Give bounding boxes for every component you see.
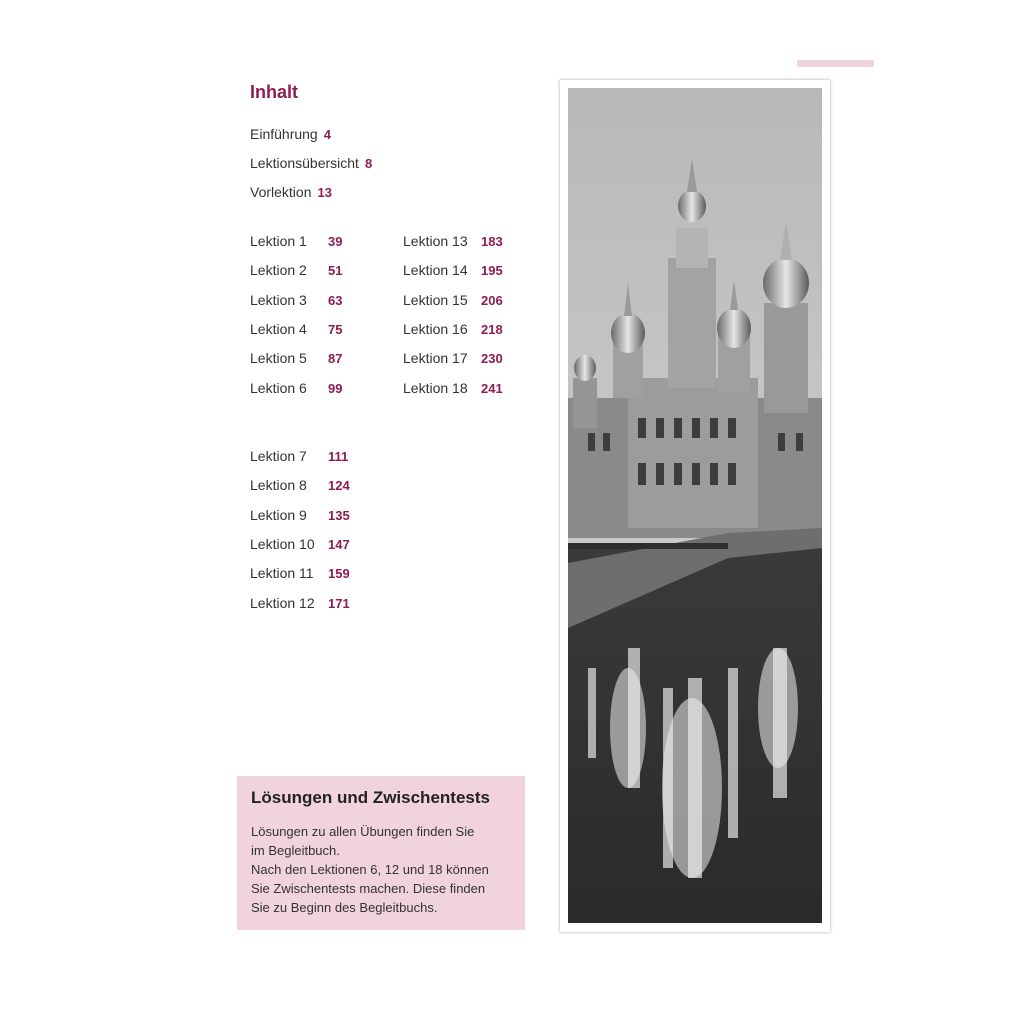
page-title: Inhalt: [250, 82, 298, 102]
toc-entry-lektion-5[interactable]: [250, 350, 342, 366]
toc-entry-lektion-12[interactable]: [250, 595, 350, 611]
info-box-line: Sie Zwischentests machen. Diese finden: [251, 881, 486, 896]
info-box-line: Sie zu Beginn des Begleitbuchs.: [251, 900, 438, 915]
toc-entry-lektion-14[interactable]: [403, 262, 503, 278]
toc-entry-label: Lektion 8: [250, 477, 307, 493]
toc-entry-lektion-1[interactable]: [250, 233, 342, 249]
toc-entry-page: 39: [328, 234, 343, 249]
toc-entry-label: Lektionsübersicht: [250, 155, 359, 171]
toc-entry-lektion-4[interactable]: [250, 321, 342, 337]
toc-entry-label: Lektion 16: [403, 321, 468, 337]
info-box-heading: Lösungen und Zwischentests: [251, 788, 490, 807]
toc-entry-page: 63: [328, 293, 343, 308]
toc-entry-label: Lektion 9: [250, 507, 307, 523]
toc-entry-label: Lektion 2: [250, 262, 307, 278]
toc-entry-label: Lektion 11: [250, 565, 314, 581]
toc-entry-page: 147: [328, 537, 350, 552]
info-box-line: Nach den Lektionen 6, 12 und 18 können: [251, 862, 489, 877]
toc-entry-lektion-16[interactable]: [403, 321, 503, 337]
toc-entry-label: Vorlektion: [250, 184, 312, 200]
decorative-accent-bar: [797, 60, 874, 67]
toc-entry-label: Lektion 13: [403, 233, 468, 249]
toc-entry-lektion-15[interactable]: [403, 292, 503, 308]
toc-entry-page: 206: [481, 293, 503, 308]
toc-entry-page: 111: [328, 449, 349, 464]
toc-entry-lektion-11[interactable]: [250, 565, 350, 581]
toc-entry-lektion-9[interactable]: [250, 507, 350, 523]
toc-entry-lektion-18[interactable]: [403, 380, 503, 396]
toc-entry-page: 51: [328, 263, 343, 278]
toc-entry-page: 241: [481, 381, 503, 396]
toc-entry-page: 171: [328, 596, 350, 611]
toc-entry-page: 99: [328, 381, 343, 396]
toc-entry-page: 4: [323, 127, 331, 142]
info-box-line: im Begleitbuch.: [251, 843, 340, 858]
cathedral-photo-image: [568, 88, 822, 923]
toc-entry-label: Lektion 18: [403, 380, 468, 396]
toc-entry-page: 124: [328, 478, 350, 493]
cathedral-photo: [560, 80, 830, 932]
toc-entry-page: 135: [328, 508, 350, 523]
toc-entry-page: 75: [328, 322, 343, 337]
toc-entry[interactable]: [250, 184, 332, 200]
toc-entry-label: Lektion 12: [250, 595, 315, 611]
toc-entry-page: 13: [317, 185, 332, 200]
toc-entry-label: Lektion 14: [403, 262, 468, 278]
toc-entry-page: 218: [481, 322, 503, 337]
toc-entry-page: 195: [481, 263, 503, 278]
toc-entry-lektion-17[interactable]: [403, 350, 503, 366]
info-box: [237, 776, 525, 930]
info-box-text: [251, 822, 511, 917]
toc-entry-page: 87: [328, 351, 343, 366]
toc-entry-label: Lektion 15: [403, 292, 468, 308]
toc-entry-lektion-7[interactable]: [250, 448, 348, 464]
toc-entry-label: Lektion 7: [250, 448, 307, 464]
toc-entry[interactable]: [250, 155, 372, 171]
toc-entry-label: Lektion 1: [250, 233, 307, 249]
toc-entry-page: 230: [481, 351, 503, 366]
toc-entry-lektion-10[interactable]: [250, 536, 350, 552]
toc-entry-lektion-3[interactable]: [250, 292, 342, 308]
toc-entry-label: Lektion 6: [250, 380, 307, 396]
toc-entry-lektion-2[interactable]: [250, 262, 342, 278]
toc-entry[interactable]: [250, 126, 331, 142]
info-box-line: Lösungen zu allen Übungen finden Sie: [251, 824, 475, 839]
toc-entry-label: Lektion 3: [250, 292, 307, 308]
toc-entry-lektion-8[interactable]: [250, 477, 350, 493]
toc-entry-page: 8: [364, 156, 373, 171]
toc-entry-page: 183: [481, 234, 503, 249]
toc-entry-label: Lektion 4: [250, 321, 307, 337]
toc-entry-label: Lektion 17: [403, 350, 468, 366]
toc-entry-lektion-13[interactable]: [403, 233, 503, 249]
toc-entry-page: 159: [328, 566, 350, 581]
toc-entry-label: Lektion 5: [250, 350, 307, 366]
toc-entry-label: Einführung: [250, 126, 318, 142]
toc-entry-lektion-6[interactable]: [250, 380, 342, 396]
toc-entry-label: Lektion 10: [250, 536, 315, 552]
